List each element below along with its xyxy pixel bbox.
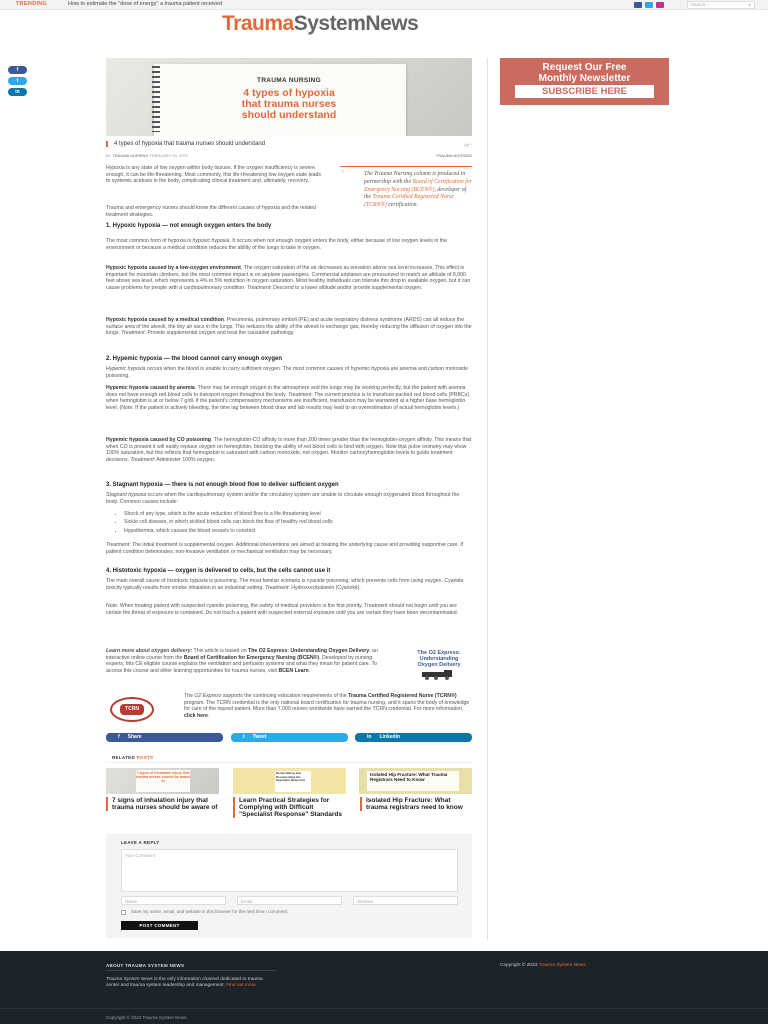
save-info-label: Save my name, email, and website in this browser for the next time I comment.: [131, 909, 289, 914]
p11-text-b: is poisoning. The most familiar scenario is cyanide poisoning, which prevents cells from using oxygen. Cyanide toxicity typically results from smoke inhalation in an industrial setting.: [106, 578, 464, 591]
bcen-course-link[interactable]: Board of Certification for Emergency Nursing (BCEN®): [183, 654, 320, 661]
lm-text-a: This article is based on: [192, 648, 249, 654]
p10-text: : The initial treatment is supplemental oxygen. Additional interventions are aimed at treating the underlying cause and providing supportive care. If patient condition deteriorates, non-invasive ventilation or mechanical ventilation may be necessary.: [106, 542, 464, 555]
search-input[interactable]: [687, 1, 755, 9]
p4-treatment: Treatment: [247, 284, 271, 291]
lm-text-c: . Developed by nursing experts, this CE eligible course explains the ventilation and perfusion systems and what they mean for patient care. To access this course and other learning opportunities for trauma nurses, visit: [106, 654, 377, 674]
site-logo[interactable]: [222, 12, 418, 36]
p9-italic: Stagnant hypoxia: [106, 492, 147, 498]
intro-paragraph-2: Trauma and emergency nurses should know the different causes of hypoxia and the related treatment strategies.: [106, 205, 316, 218]
related-heading: [112, 755, 153, 760]
newsletter-ad-text: [500, 62, 669, 84]
lm-italic: Learn more about oxygen delivery:: [106, 648, 193, 654]
quote-text-c: certification.: [386, 202, 418, 209]
t-text-c: .: [207, 712, 210, 719]
author-link[interactable]: TRAUMA NURSING: [112, 153, 149, 158]
related-thumb-3[interactable]: [359, 768, 472, 794]
find-out-more-link[interactable]: Find out more.: [226, 983, 258, 988]
facebook-share-label: Share: [127, 734, 142, 740]
name-placeholder: Name: [125, 899, 138, 904]
click-here-link[interactable]: click here: [184, 712, 208, 719]
section-heading-2: 2. Hypemic hypoxia — the blood cannot carry enough oxygen: [106, 356, 283, 362]
article-meta: [106, 153, 472, 158]
section-heading-3: 3. Stagnant hypoxia — there is not enough blood flow to deliver sufficient oxygen: [106, 482, 339, 488]
reply-heading: LEAVE A REPLY: [121, 840, 160, 845]
list-item: • Shock of any type, which is the acute reduction of blood flow to a life-threatening level: [124, 510, 333, 518]
p9-text: occurs when the cardiopulmonary system and/or the circulatory system are unable to circulate enough oxygenated blood throughout the body. Common causes include:: [106, 492, 460, 505]
twitter-share-label: Tweet: [252, 734, 267, 740]
related-thumb-1[interactable]: [106, 768, 219, 794]
paragraph-hypoxic: [106, 238, 472, 251]
email-field[interactable]: [237, 896, 342, 905]
lm-text-b: , an interactive online course from the: [106, 648, 378, 661]
related-title-3[interactable]: Isolated Hip Fracture: What trauma registrars need to know: [360, 797, 472, 811]
p4-text-c: : Descend to a lower altitude and/or provide supplemental oxygen.: [270, 284, 423, 291]
causes-list: [124, 510, 333, 535]
twitter-share-icon[interactable]: t: [8, 77, 27, 85]
search-icon[interactable]: ⌕: [748, 2, 751, 8]
p11-text-c: : Hydroxocobalamin (Cyanokit).: [288, 584, 361, 591]
paragraph-note: Note: When treating patient with suspected cyanide poisoning, the safety of medical providers is the first priority. Treatment should not begin until you are certain the threat of exposure is contained. Do not touch a patient with suspected external exposure until you are certain they have been decontaminated.: [106, 603, 459, 616]
o2-express-logo[interactable]: The O2 Express: Understanding Oxygen Delivery: [417, 650, 461, 668]
tcrn-link[interactable]: Trauma Certified Registered Nurse (TCRN®): [364, 194, 454, 209]
p4-bold: Hypoxic hypoxia caused by a low-oxygen environment: [106, 265, 241, 271]
top-bar: [0, 0, 768, 10]
p11-italic: histotoxic hypoxia: [166, 578, 208, 584]
p8-bold: Hypemic hypoxia caused by CO poisoning: [106, 437, 211, 443]
list-item: • Sickle cell disease, in which sickled blood cells can block the flow of healthy red blood cells: [124, 518, 333, 526]
related-thumb-2-text: Demystifying and Documenting the Specialist Response: [275, 771, 311, 792]
paragraph-low-oxygen: [106, 265, 472, 291]
linkedin-share-icon[interactable]: in: [8, 88, 27, 96]
footer-copyright: Copyright © 2023 Trauma System News: [106, 1015, 187, 1020]
p5-bold: Hypoxic hypoxia caused by a medical condition: [106, 317, 224, 323]
divider: [106, 762, 472, 763]
tcrn-program-link[interactable]: Trauma Certified Registered Nurse (TCRN®): [348, 693, 457, 699]
facebook-icon[interactable]: [634, 2, 642, 8]
related-thumb-1-text: 7 signs of inhalation injury that trauma nurses should be aware of: [136, 770, 190, 792]
logo-part-1: Trauma: [222, 12, 294, 35]
p5-text-c: : Provide supplemental oxygen and treat the causative pathology.: [144, 330, 295, 337]
quote-text-b: , developer of the: [364, 186, 467, 201]
quote-icon: “: [340, 168, 346, 178]
p5-text: . Pneumonia, pulmonary emboli (PE) and acute respiratory distress syndrome (ARDS) can all reduce the surface area of the alveoli, the tiny air sacs in the lungs. This reduces the ability of the alveoli to exchange gas, thereby reducing the diffusion of oxygen into the lungs.: [106, 317, 472, 337]
facebook-icon: f: [118, 734, 120, 740]
facebook-share-icon[interactable]: f: [8, 66, 27, 74]
ad-line-1: Request Our Free: [542, 62, 627, 73]
related-heading-b: POSTS: [136, 755, 154, 760]
sidebar-divider: [487, 58, 488, 940]
p11-text-a: The main overall cause of: [106, 578, 167, 584]
quote-text-a: The Trauma Nursing column is produced in partnership with the: [364, 171, 466, 185]
hero-title-line-1: 4 types of hypoxia: [243, 87, 335, 99]
trending-label: TRENDING: [16, 1, 48, 7]
section-heading-1: 1. Hypoxic hypoxia — not enough oxygen enters the body: [106, 223, 272, 229]
website-placeholder: Website: [357, 899, 374, 904]
related-heading-a: RELATED: [112, 755, 136, 760]
copyright-site-link[interactable]: Trauma System News: [538, 963, 586, 968]
p3-text-a: The most common form of hypoxia is: [106, 238, 193, 244]
footer-about-heading: ABOUT TRAUMA SYSTEM NEWS: [106, 963, 185, 968]
paragraph-anemia: [106, 385, 472, 411]
comment-textarea[interactable]: [121, 849, 458, 892]
tcrn-logo-text: TCRN: [120, 704, 144, 715]
instagram-icon[interactable]: [656, 2, 664, 8]
list-item: • Hypothermia, which causes the blood vessels to constrict: [124, 527, 333, 535]
subscribe-button[interactable]: SUBSCRIBE HERE: [515, 85, 654, 98]
trending-headline-link[interactable]: How to estimate the "dose of energy" a trauma patient received: [68, 1, 223, 7]
p8-treatment: Treatment: [130, 456, 154, 463]
footer-about-text: [106, 977, 276, 989]
intro-paragraph-1: Hypoxia is any state of low oxygen within body tissues. If the oxygen insufficiency is severe enough, it can be life-threatening. Most commonly, this life-threatening low oxygen state leads to systemic acidosis in the body, complicating clinical treatment and, ultimately, recovery.: [106, 165, 322, 185]
p8-text-c: : Administer 100% oxygen.: [153, 456, 216, 463]
t-text-a: supports the continuing education requirements of the: [221, 693, 349, 699]
top-social-icons: [634, 2, 664, 8]
bcen-learn-link[interactable]: BCEN Learn: [278, 667, 309, 674]
lm-text-d: .: [308, 667, 311, 674]
category-link[interactable]: TRAUMA NURSING: [435, 153, 472, 158]
t-text-b: program. The TCRN credential is the only national board certification for trauma nursing, and it spans the body of knowledge for care of the injured patient. More than 7,000 nurses worldwide have earned the TCRN credential. For more information,: [184, 699, 470, 713]
divider: [106, 970, 276, 971]
p8-text: . The hemoglobin-CO affinity is more than 200 times greater than the hemoglobin-oxygen affinity. This means that when CO is present it will easily replace oxygen on hemoglobin, blocking the ability of red blood cells to bind with oxygen. Note that pulse oximetry may show 100% saturation, but this reflects that hemoglobin is saturated with carbon monoxide, not oxygen. Monitor carboxyhemoglobin levels to guide treatment decisions.: [106, 437, 472, 463]
hero-kicker: TRAUMA NURSING: [257, 77, 321, 84]
twitter-icon[interactable]: [645, 2, 653, 8]
paragraph-hypemic: [106, 366, 472, 379]
paragraph-medical-condition: [106, 317, 472, 337]
up-link[interactable]: Up ^: [463, 142, 472, 147]
paragraph-histotoxic: [106, 578, 472, 591]
p10-treatment: Treatment: [106, 542, 130, 548]
train-icon: [420, 670, 458, 680]
p3-text-b: . It occurs when not enough oxygen enters the body, either because of low oxygen levels in the environment or because a medical condition reduces the ability of the lungs to take in oxygen.: [106, 238, 448, 251]
p4-text: . The oxygen saturation of the air decreases as elevation above sea level increases. This effect is important for mountain climbers, but the most common impact is on airplane passengers. Commercial airplanes are pressurized to match an altitude of 8,000 feet above sea level, which represents a 4% to 5% reduction in oxygen saturation. Most healthy individuals can tolerate this drop in available oxygen, but it can cause problems for people with a cardiopulmonary condition.: [106, 265, 471, 291]
p7-text: . There may be enough oxygen in the atmosphere and the lungs may be working perfectly, but the patient with anemia does not have enough red blood cells to transport oxygen throughout the body.: [106, 385, 466, 398]
ad-line-2: Monthly Newsletter: [538, 73, 631, 84]
related-thumb-3-text: Isolated Hip Fracture: What Trauma Registrars Need to Know: [367, 771, 459, 791]
t-italic: The O2 Express: [184, 693, 222, 699]
twitter-share-button[interactable]: [231, 733, 348, 742]
tcrn-logo[interactable]: [110, 697, 154, 722]
pull-quote-text: [364, 171, 472, 210]
copyright-text: Copyright © 2023: [500, 963, 539, 968]
learn-more-paragraph: [106, 648, 388, 674]
p6-italic: Hypemic hypoxia: [106, 366, 146, 372]
related-title-2[interactable]: Learn Practical Strategies for Complying with Difficult "Specialist Response" Standards: [233, 797, 345, 818]
search-placeholder: Search...: [691, 2, 710, 7]
linkedin-share-button[interactable]: [355, 733, 472, 742]
footer-about-body: is the only information channel dedicated to trauma center and trauma system leadership and management.: [106, 977, 263, 988]
meta-by: BY: [106, 153, 112, 158]
post-comment-button[interactable]: POST COMMENT: [121, 921, 198, 930]
floating-share-bar: [8, 66, 27, 96]
p7-treatment: Treatment: [288, 391, 312, 398]
related-title-1[interactable]: 7 signs of inhalation injury that trauma nurses should be aware of: [106, 797, 218, 811]
logo-part-2: SystemNews: [293, 12, 419, 35]
newsletter-ad[interactable]: [500, 58, 669, 105]
p6-text: occurs when the blood is unable to carry sufficient oxygen. The most common causes of hypemic hypoxia are anemia and carbon monoxide poisoning.: [106, 366, 468, 379]
pull-quote: [340, 166, 472, 210]
publish-date: FEBRUARY 20, 2023: [149, 153, 188, 158]
bcen-link[interactable]: Board of Certification for Emergency Nursing (BCEN®): [364, 178, 473, 193]
p7-bold: Hypemic hypoxia caused by anemia: [106, 385, 195, 391]
save-info-checkbox[interactable]: [121, 910, 126, 915]
comment-placeholder: Your Comment: [125, 853, 155, 858]
email-placeholder: Email: [241, 899, 253, 904]
paragraph-co-poisoning: [106, 437, 472, 463]
hero-title-line-3: should understand: [241, 109, 337, 121]
hero-title-line-2: that trauma nurses: [241, 98, 337, 110]
p5-treatment: Treatment: [121, 330, 145, 337]
paragraph-stagnant-treatment: [106, 542, 472, 555]
related-thumb-2[interactable]: [233, 768, 346, 794]
name-field[interactable]: [121, 896, 226, 905]
facebook-share-button[interactable]: [106, 733, 223, 742]
p3-italic: hypoxic hypoxia: [192, 238, 230, 244]
twitter-icon: t: [243, 734, 245, 740]
article-title: [106, 141, 472, 147]
tcrn-paragraph: [184, 693, 472, 719]
paragraph-stagnant: [106, 492, 472, 505]
section-heading-4: 4. Histotoxic hypoxia — oxygen is delivered to cells, but the cells cannot use it: [106, 568, 331, 574]
o2-express-link[interactable]: The O2 Express: Understanding Oxygen Delivery: [248, 648, 370, 654]
hero-title: [106, 88, 472, 121]
footer-about-italic: Trauma System News: [106, 977, 153, 982]
linkedin-share-label: Linkedin: [379, 734, 401, 740]
website-field[interactable]: [353, 896, 458, 905]
p11-treatment: Treatment: [265, 584, 289, 591]
article-title-text: 4 types of hypoxia that trauma nurses should understand: [114, 141, 266, 147]
p7-text-c: : The current practice is to transfuse packed red blood cells (PRBCs) when hemoglobin is at or below 7 g/dl. If the patient's compensatory mechanisms are insufficient, transfusion may be warranted at a higher base hemoglobin level. (Note: If the patient is actively bleeding, the time lag between blood draw and lab results may lead to an overestimation of actual hemoglobin levels.): [106, 391, 470, 411]
linkedin-icon: in: [367, 734, 372, 740]
footer-copyright-right: [500, 963, 586, 968]
